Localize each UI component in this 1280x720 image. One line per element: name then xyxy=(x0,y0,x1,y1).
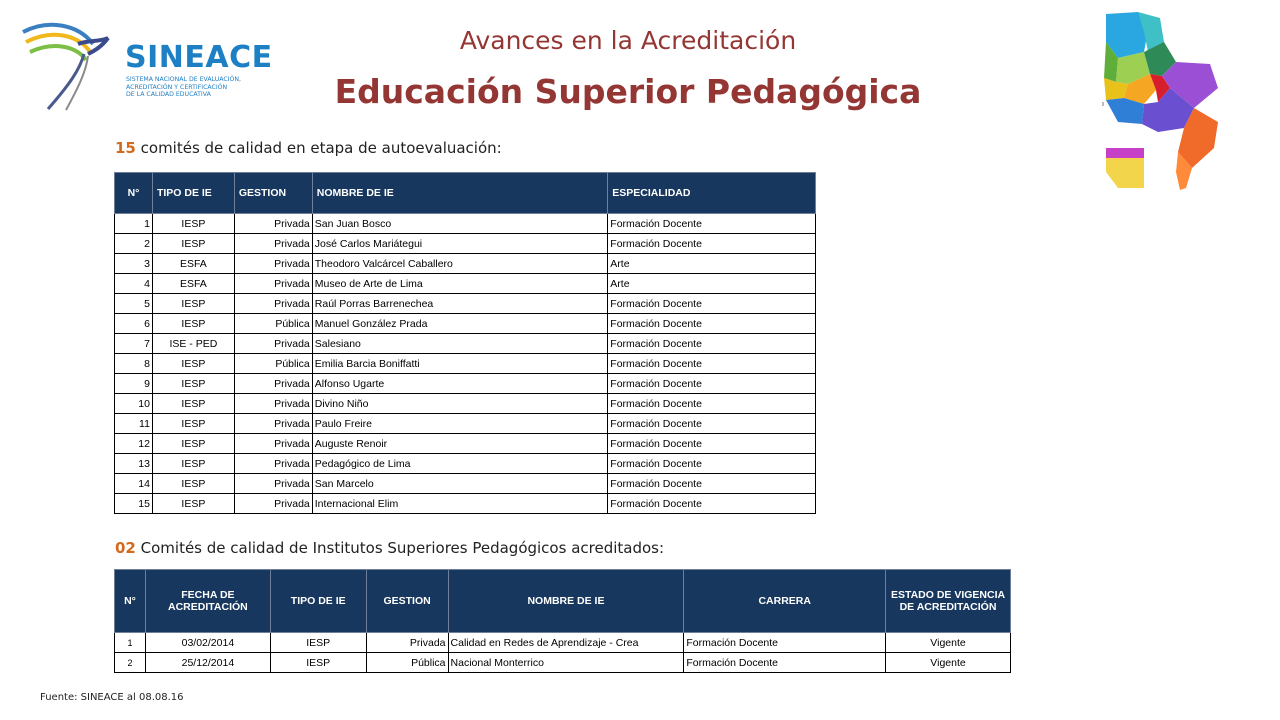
accredited-table xyxy=(114,569,1011,673)
cell-type: IESP xyxy=(152,374,234,394)
cell-number: 5 xyxy=(115,294,153,314)
section1-count: 15 xyxy=(115,139,136,157)
cell-name: Museo de Arte de Lima xyxy=(312,274,608,294)
table-row xyxy=(115,494,816,514)
cell-type: IESP xyxy=(152,314,234,334)
header-cell: GESTION xyxy=(234,173,312,214)
cell-management: Privada xyxy=(234,374,312,394)
table-row xyxy=(115,234,816,254)
cell-type: ESFA xyxy=(152,274,234,294)
table-row xyxy=(115,434,816,454)
brand-subtitle-line: DE LA CALIDAD EDUCATIVA xyxy=(126,91,211,99)
cell-type: IESP xyxy=(152,354,234,374)
cell-number: 8 xyxy=(115,354,153,374)
cell-number: 1 xyxy=(115,633,146,653)
table-header-row xyxy=(115,570,1011,633)
table-row xyxy=(115,274,816,294)
cell-number: 9 xyxy=(115,374,153,394)
cell-name: Alfonso Ugarte xyxy=(312,374,608,394)
section1-caption xyxy=(115,139,502,157)
cell-name: Nacional Monterrico xyxy=(448,653,684,673)
header-cell: N° xyxy=(115,570,146,633)
cell-name: Divino Niño xyxy=(312,394,608,414)
cell-number: 2 xyxy=(115,234,153,254)
header-cell: CARRERA xyxy=(684,570,886,633)
cell-management: Privada xyxy=(234,254,312,274)
cell-number: 11 xyxy=(115,414,153,434)
brand-subtitle-line: SISTEMA NACIONAL DE EVALUACIÓN, xyxy=(126,76,241,83)
cell-type: ESFA xyxy=(152,254,234,274)
cell-name: Manuel González Prada xyxy=(312,314,608,334)
cell-type: IESP xyxy=(152,294,234,314)
table-row xyxy=(115,334,816,354)
section2-text: Comités de calidad de Institutos Superiores Pedagógicos acreditados: xyxy=(135,539,665,557)
cell-type: IESP xyxy=(152,454,234,474)
cell-number: 7 xyxy=(115,334,153,354)
cell-specialty: Formación Docente xyxy=(608,294,816,314)
cell-management: Privada xyxy=(234,414,312,434)
table-row xyxy=(115,414,816,434)
cell-type: IESP xyxy=(152,234,234,254)
cell-number: 3 xyxy=(115,254,153,274)
cell-management: Privada xyxy=(234,394,312,414)
cell-type: IESP xyxy=(152,494,234,514)
table-row xyxy=(115,633,1011,653)
cell-career: Formación Docente xyxy=(684,653,886,673)
cell-type: ISE - PED xyxy=(152,334,234,354)
header-cell: ESTADO DE VIGENCIA DE ACREDITACIÓN xyxy=(886,570,1011,633)
table-row xyxy=(115,314,816,334)
table-row xyxy=(115,354,816,374)
table-row xyxy=(115,454,816,474)
cell-specialty: Formación Docente xyxy=(608,334,816,354)
cell-management: Privada xyxy=(234,294,312,314)
cell-number: 1 xyxy=(115,214,153,234)
cell-management: Privada xyxy=(234,494,312,514)
table-row xyxy=(115,374,816,394)
cell-type: IESP xyxy=(270,653,366,673)
autoevaluation-table xyxy=(114,172,816,514)
cell-management: Privada xyxy=(234,214,312,234)
cell-status: Vigente xyxy=(886,633,1011,653)
cell-specialty: Formación Docente xyxy=(608,474,816,494)
table-row xyxy=(115,294,816,314)
brand-subtitle-line: ACREDITACIÓN Y CERTIFICACIÓN xyxy=(126,83,228,91)
cell-number: 14 xyxy=(115,474,153,494)
cell-management: Privada xyxy=(366,633,448,653)
table-header-row xyxy=(115,173,816,214)
cell-number: 15 xyxy=(115,494,153,514)
table-row xyxy=(115,214,816,234)
cell-management: Privada xyxy=(234,274,312,294)
cell-status: Vigente xyxy=(886,653,1011,673)
cell-name: Calidad en Redes de Aprendizaje - Crea xyxy=(448,633,684,653)
brand-name: SINEACE xyxy=(125,40,273,75)
cell-specialty: Arte xyxy=(608,254,816,274)
cell-specialty: Formación Docente xyxy=(608,434,816,454)
table-row xyxy=(115,254,816,274)
page-subtitle: Educación Superior Pedagógica xyxy=(334,72,922,111)
cell-specialty: Arte xyxy=(608,274,816,294)
cell-management: Privada xyxy=(234,434,312,454)
section2-caption xyxy=(115,539,664,557)
cell-career: Formación Docente xyxy=(684,633,886,653)
cell-specialty: Formación Docente xyxy=(608,394,816,414)
cell-number: 4 xyxy=(115,274,153,294)
cell-name: Theodoro Valcárcel Caballero xyxy=(312,254,608,274)
cell-date: 25/12/2014 xyxy=(145,653,270,673)
cell-name: José Carlos Mariátegui xyxy=(312,234,608,254)
cell-specialty: Formación Docente xyxy=(608,374,816,394)
cell-specialty: Formación Docente xyxy=(608,354,816,374)
cell-type: IESP xyxy=(270,633,366,653)
header-cell: N° xyxy=(115,173,153,214)
header-cell: ESPECIALIDAD xyxy=(608,173,816,214)
table-row xyxy=(115,653,1011,673)
cell-management: Privada xyxy=(234,334,312,354)
page-title: Avances en la Acreditación xyxy=(459,26,797,55)
lima-districts-map-icon xyxy=(1098,12,1230,194)
cell-management: Pública xyxy=(366,653,448,673)
table-row xyxy=(115,474,816,494)
cell-type: IESP xyxy=(152,434,234,454)
cell-type: IESP xyxy=(152,474,234,494)
cell-number: 10 xyxy=(115,394,153,414)
cell-management: Pública xyxy=(234,314,312,334)
cell-specialty: Formación Docente xyxy=(608,214,816,234)
cell-name: Pedagógico de Lima xyxy=(312,454,608,474)
cell-specialty: Formación Docente xyxy=(608,494,816,514)
cell-name: Emilia Barcia Boniffatti xyxy=(312,354,608,374)
cell-number: 6 xyxy=(115,314,153,334)
table-row xyxy=(115,394,816,414)
cell-number: 13 xyxy=(115,454,153,474)
cell-number: 12 xyxy=(115,434,153,454)
cell-specialty: Formación Docente xyxy=(608,234,816,254)
cell-specialty: Formación Docente xyxy=(608,414,816,434)
cell-name: Internacional Elim xyxy=(312,494,608,514)
cell-specialty: Formación Docente xyxy=(608,314,816,334)
header-cell: TIPO DE IE xyxy=(152,173,234,214)
cell-name: San Marcelo xyxy=(312,474,608,494)
header-cell: NOMBRE DE IE xyxy=(312,173,608,214)
cell-date: 03/02/2014 xyxy=(145,633,270,653)
cell-specialty: Formación Docente xyxy=(608,454,816,474)
header-cell: NOMBRE DE IE xyxy=(448,570,684,633)
header-cell: TIPO DE IE xyxy=(270,570,366,633)
cell-type: IESP xyxy=(152,394,234,414)
cell-name: Paulo Freire xyxy=(312,414,608,434)
section2-count: 02 xyxy=(115,539,136,557)
cell-management: Privada xyxy=(234,454,312,474)
cell-management: Pública xyxy=(234,354,312,374)
source-footnote: Fuente: SINEACE al 08.08.16 xyxy=(40,692,184,703)
cell-management: Privada xyxy=(234,474,312,494)
cell-type: IESP xyxy=(152,414,234,434)
cell-name: Salesiano xyxy=(312,334,608,354)
cell-name: Auguste Renoir xyxy=(312,434,608,454)
header-cell: GESTION xyxy=(366,570,448,633)
cell-name: Raúl Porras Barrenechea xyxy=(312,294,608,314)
cell-number: 2 xyxy=(115,653,146,673)
cell-type: IESP xyxy=(152,214,234,234)
cell-name: San Juan Bosco xyxy=(312,214,608,234)
cell-management: Privada xyxy=(234,234,312,254)
header-cell: FECHA DE ACREDITACIÓN xyxy=(145,570,270,633)
section1-text: comités de calidad en etapa de autoevaluación: xyxy=(135,139,502,157)
